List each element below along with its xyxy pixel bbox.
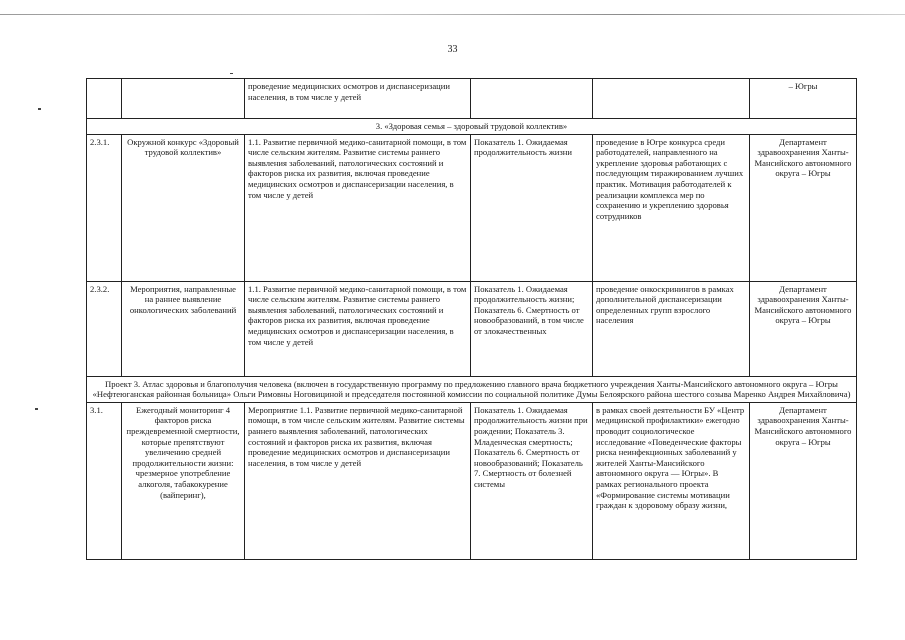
margin-mark <box>38 108 41 110</box>
cell-responsible: Департамент здравоохранения Ханты-Мансийского автономного округа – Югры <box>750 281 857 376</box>
scan-top-edge <box>0 14 905 15</box>
table-row <box>87 134 857 281</box>
section-title: 3. «Здоровая семья – здоровый трудовой коллектив» <box>87 119 857 135</box>
cell-indicator <box>471 79 593 119</box>
indicator-text: Показатель 1. Ожидаемая продолжительность жизни при рождении; Показатель 3. Младенческая смертность; Показатель 6. Смертность от новообразований; Показатель 7. Смертность от болезней системы <box>474 404 588 489</box>
table-row <box>87 281 857 376</box>
description-text: в рамках своей деятельности БУ «Центр медицинской профилактики» ежегодно проводит социологическое исследование «Поведенческие факторы риска неинфекционных заболеваний у жителей Ханты-Мансийского автономного округа — Югры». В рамках регионального проекта «Формирование системы мотивации граждан к здоровому образу жизни, <box>596 404 745 511</box>
margin-mark <box>230 73 233 74</box>
cell-responsible: – Югры <box>750 79 857 119</box>
cell-activity <box>245 281 471 376</box>
name-text: Ежегодный мониторинг 4 факторов риска преждевременной смертности, которые препятствуют увеличению средней продолжительности жизни: чрезмерное употребление алкоголя, табакокурение (вайперинг), <box>126 404 240 500</box>
activity-text: 1.1. Развитие первичной медико-санитарной помощи, в том числе сельским жителям. Развитие системы раннего выявления заболеваний, патологических состояний и факторов риска их развития, включая проведение медицинских осмотров и диспансеризации населения, в том числе у детей <box>248 283 467 347</box>
cell-name <box>122 79 245 119</box>
indicator-text: Показатель 1. Ожидаемая продолжительность жизни; Показатель 6. Смертность от новообразований, в том числе от злокачественных <box>474 283 584 336</box>
project-header-row <box>87 376 857 402</box>
cell-name: Окружной конкурс «Здоровый трудовой коллектив» <box>122 134 245 281</box>
cell-description <box>593 79 750 119</box>
cell-indicator: Показатель 1. Ожидаемая продолжительность жизни <box>471 134 593 281</box>
cell-activity: проведение медицинских осмотров и диспансеризации населения, в том числе у детей <box>245 79 471 119</box>
cell-num: 3.1. <box>87 402 122 559</box>
cell-num <box>87 79 122 119</box>
table-row <box>87 402 857 559</box>
cell-name <box>122 402 245 559</box>
page-number: 33 <box>447 44 458 55</box>
cell-indicator <box>471 281 593 376</box>
activity-text: 1.1. Развитие первичной медико-санитарной помощи, в том числе сельским жителям. Развитие системы раннего выявления заболеваний, патологических состояний и факторов риска их развития, включая проведение медицинских осмотров и диспансеризации населения, в том числе у детей <box>248 136 467 200</box>
section-header-row <box>87 119 857 135</box>
cell-responsible: Департамент здравоохранения Ханты-Мансийского автономного округа – Югры <box>750 402 857 559</box>
margin-mark <box>35 408 38 410</box>
table-row <box>87 79 857 119</box>
cell-description: проведение онкоскринингов в рамках дополнительной диспансеризации определенных групп взрослого населения <box>593 281 750 376</box>
program-table <box>86 78 857 560</box>
cell-activity <box>245 134 471 281</box>
cell-description <box>593 134 750 281</box>
cell-activity: Мероприятие 1.1. Развитие первичной медико-санитарной помощи, в том числе сельским жителям. Развитие системы раннего выявления заболеваний, патологических состояний и факторов риска их развития, включая проведение медицинских осмотров и диспансеризации населения, в том числе у детей <box>245 402 471 559</box>
cell-description <box>593 402 750 559</box>
description-text: проведение в Югре конкурса среди работодателей, направленного на укрепление здоровья работающих с последующим тиражированием лучших практик. Мотивация работодателей к реализации комплекса мер по сохранению и укреплению здоровья сотрудников <box>596 136 744 221</box>
cell-name: Мероприятия, направленные на раннее выявление онкологических заболеваний <box>122 281 245 376</box>
cell-indicator <box>471 402 593 559</box>
cell-responsible: Департамент здравоохранения Ханты-Мансийского автономного округа – Югры <box>750 134 857 281</box>
project-title: Проект 3. Атлас здоровья и благополучия человека (включен в государственную программу по предложению главного врача бюджетного учреждения Ханты-Мансийского автономного округа – Югры «Нефтеюганская районная больница» Ольги Римовны Ноговициной и председателя постоянной комиссии по социальной политике Думы Белоярского района шестого созыва Маренко Андрея Михайловича) <box>87 376 857 402</box>
cell-num: 2.3.1. <box>87 134 122 281</box>
cell-num: 2.3.2. <box>87 281 122 376</box>
